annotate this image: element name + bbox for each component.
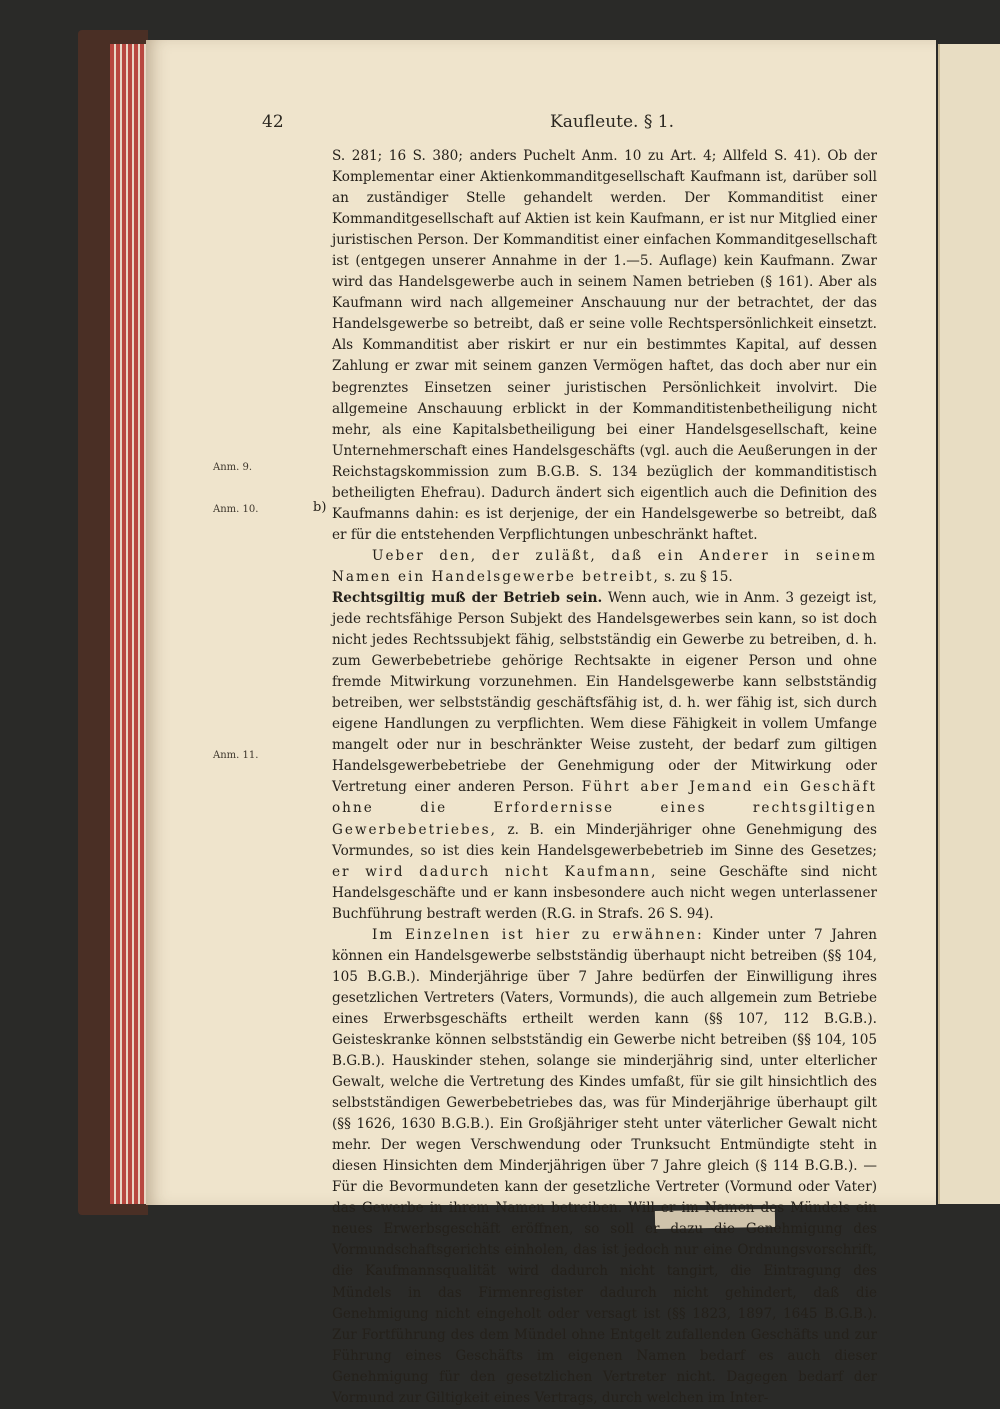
paragraph-text: seine Geschäfte sind nicht Handelsgeschäfte und er kann insbesondere auch nicht wegen unterlassener Buchführung bestraft werden (R.G. in Strafs. 26 S. 94).	[332, 863, 878, 922]
page-edges	[110, 44, 148, 1204]
margin-note-anm11: Anm. 11.	[213, 750, 259, 761]
margin-note-anm9: Anm. 9.	[213, 462, 253, 473]
page-number: 42	[262, 112, 284, 132]
facing-page-edge	[938, 44, 1000, 1204]
spaced-text: Im Einzelnen ist hier zu erwähnen:	[372, 926, 704, 943]
running-head: Kaufleute. § 1.	[550, 112, 674, 132]
spaced-text: er wird dadurch nicht Kaufmann,	[332, 863, 658, 880]
paragraph-anm9	[332, 546, 877, 588]
paragraph-anm11	[332, 925, 877, 1409]
paragraph-text: z. B. ein Minderjähriger ohne Genehmigung des Vormundes, so ist dies kein Handelsgewerbebetrieb im Sinne des Gesetzes;	[332, 821, 877, 859]
margin-note-anm10: Anm. 10.	[213, 504, 259, 515]
spaced-text: Führt aber Jemand ein Geschäft ohne die Erfordernisse eines rechtsgiltigen Gewerbebetriebes,	[332, 779, 877, 838]
item-letter-b: b)	[313, 500, 327, 515]
body-text	[332, 146, 877, 1409]
paragraph-1: S. 281; 16 S. 380; anders Puchelt Anm. 10 zu Art. 4; Allfeld S. 41). Ob der Komplementar einer Aktienkommanditgesellschaft Kaufmann ist, darüber soll an zuständiger Stelle gehandelt werden. Der Kommanditist einer Kommanditgesellschaft auf Aktien ist kein Kaufmann, er ist nur Mitglied einer juristischen Person. Der Kommanditist einer einfachen Kommanditgesellschaft ist (entgegen unserer Annahme in der 1.—5. Auflage) kein Kaufmann. Zwar wird das Handelsgewerbe auch in seinem Namen betrieben (§ 161). Aber als Kaufmann wird nach allgemeiner Anschauung nur der betrachtet, der das Handelsgewerbe so betreibt, daß er seine volle Rechtspersönlichkeit einsetzt. Als Kommanditist aber riskirt er nur ein bestimmtes Kapital, auf dessen Zahlung er zwar mit seinem ganzen Vermögen haftet, das doch aber nur ein begrenztes Einsetzen seiner juristischen Persönlichkeit involvirt. Die allgemeine Anschauung erblickt in der Kommanditistenbetheiligung nicht mehr, als eine Kapitalsbetheiligung bei einer Handelsgesellschaft, keine Unternehmerschaft eines Handelsgeschäfts (vgl. auch die Aeußerungen in der Reichstagskommission zum B.G.B. S. 134 bezüglich der kommanditistisch betheiligten Ehefrau). Dadurch ändert sich eigentlich auch die Definition des Kaufmanns dahin: es ist derjenige, der ein Handelsgewerbe so betreibt, daß er für die entstehenden Verpflichtungen unbeschränkt haftet.	[332, 148, 877, 543]
paragraph-text: s. zu § 15.	[659, 568, 733, 585]
bold-heading: Rechtsgiltig muß der Betrieb sein.	[332, 589, 603, 606]
paragraph-text: Kinder unter 7 Jahren können ein Handelsgewerbe selbstständig überhaupt nicht betreiben (§§ 104, 105 B.G.B.). Minderjährige über 7 Jahre bedürfen der Einwilligung ihres gesetzlichen Vertreters (Vaters, Vormunds), die auch allgemein zum Betriebe eines Erwerbsgeschäfts ertheilt werden kann (§§ 107, 112 B.G.B.). Geisteskranke können selbstständig ein Gewerbe nicht betreiben (§§ 104, 105 B.G.B.). Hauskinder stehen, solange sie minderjährig sind, unter elterlicher Gewalt, welche die Vertretung des Kindes umfaßt, für sie gilt hinsichtlich des selbstständigen Gewerbebetriebes das, was für Minderjährige überhaupt gilt (§§ 1626, 1630 B.G.B.). Ein Großjähriger steht unter väterlicher Gewalt nicht mehr. Der wegen Verschwendung oder Trunksucht Entmündigte steht in diesen Hinsichten dem Minderjährigen über 7 Jahre gleich (§ 114 B.G.B.). — Für die Bevormundeten kann der gesetzliche Vertreter (Vormund oder Vater) das Gewerbe in ihrem Namen betreiben. Will er im Namen des Mündels ein neues Erwerbsgeschäft eröffnen, so soll er dazu die Genehmigung des Vormundschaftsgerichts einholen, das ist jedoch nur eine Ordnungsvorschrift, die Kaufmannsqualität wird dadurch nicht tangirt, die Eintragung des Mündels in das Firmenregister dadurch nicht gehindert, daß die Genehmigung nicht eingeholt oder versagt ist (§§ 1823, 1897, 1645 B.G.B.). Zur Fortführung des dem Mündel ohne Entgelt zufallenden Geschäfts und zur Führung eines Geschäfts im eigenen Namen bedarf es auch dieser Genehmigung für den gesetzlichen Vertreter nicht. Dagegen bedarf der Vormund zur Giltigkeit eines Vertrags, durch welchen im Inter-	[332, 926, 877, 1406]
paragraph-anm10	[332, 588, 877, 925]
page-header	[262, 112, 882, 140]
paragraph-text: Wenn auch, wie in Anm. 3 gezeigt ist, jede rechtsfähige Person Subjekt des Handelsgewerbes sein kann, so ist doch nicht jedes Rechtssubjekt fähig, selbstständig ein Gewerbe zu betreiben, d. h. zum Gewerbebetriebe gehörige Rechtsakte in eigener Person und ohne fremde Mitwirkung vorzunehmen. Ein Handelsgewerbe kann selbstständig betreiben, wer selbstständig geschäftsfähig ist, d. h. wer fähig ist, sich durch eigene Handlungen zu verpflichten. Wem diese Fähigkeit in vollem Umfange mangelt oder nur in beschränkter Weise zusteht, der bedarf zum giltigen Handelsgewerbebetriebe der Genehmigung oder der Mitwirkung oder Vertretung einer anderen Person.	[332, 589, 877, 796]
spaced-text: Ueber den, der zuläßt, daß ein Anderer in seinem Namen ein Handelsgewerbe betreibt,	[332, 547, 877, 585]
